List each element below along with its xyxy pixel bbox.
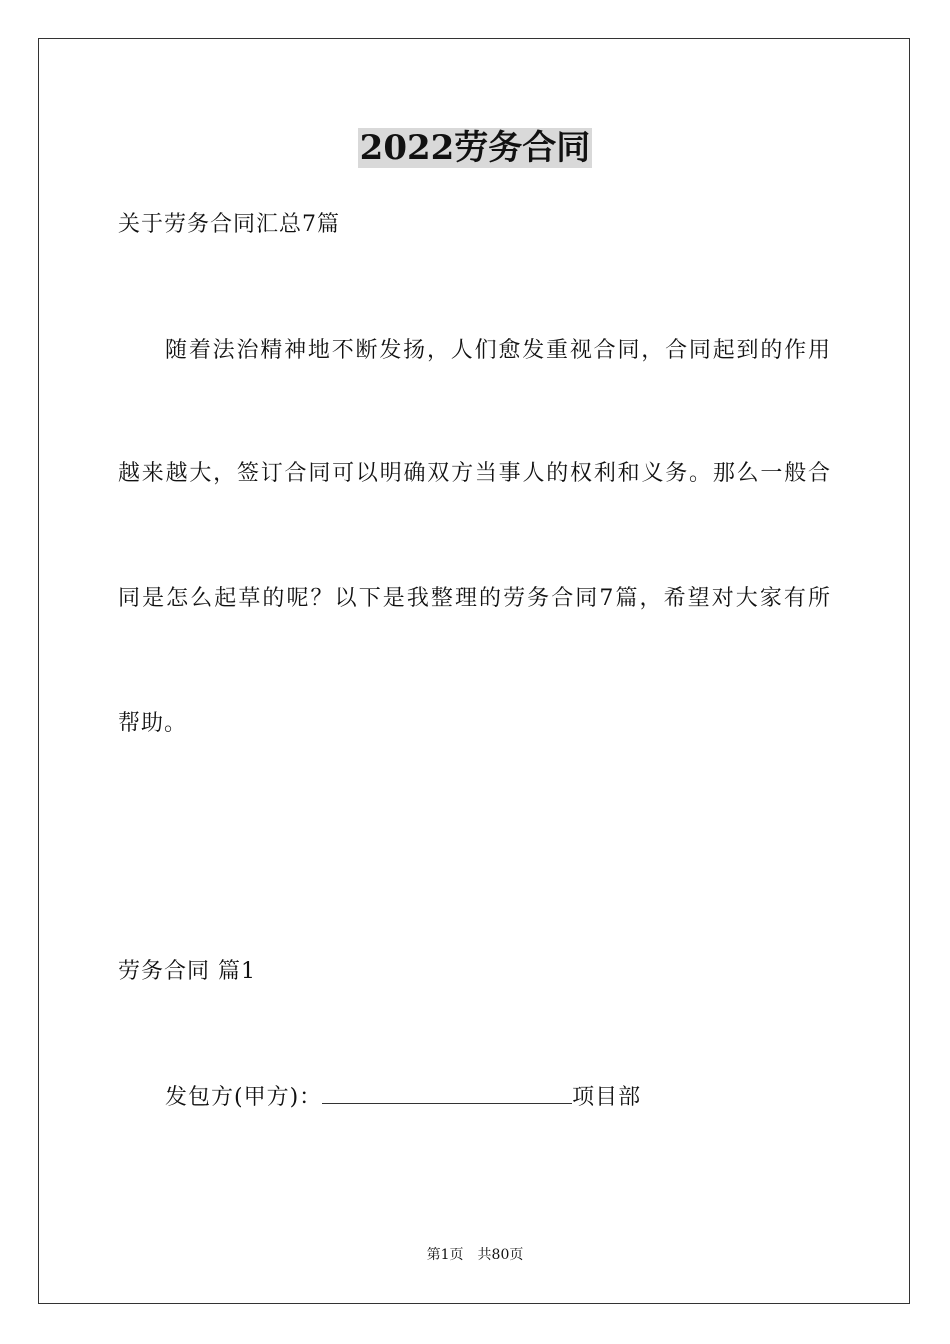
- intro-paragraph-line-3: 同是怎么起草的呢？以下是我整理的劳务合同7篇，希望对大家有所: [118, 586, 830, 611]
- section-heading: 劳务合同 篇1: [118, 959, 256, 984]
- document-title: [0, 128, 950, 168]
- intro-paragraph-line-1: 随着法治精神地不断发扬，人们愈发重视合同，合同起到的作用: [165, 338, 830, 363]
- document-subtitle: 关于劳务合同汇总7篇: [118, 212, 340, 237]
- page-number-current: 第1页: [426, 1247, 464, 1263]
- intro-paragraph-line-4: 帮助。: [118, 711, 188, 736]
- intro-paragraph-line-2: 越来越大，签订合同可以明确双方当事人的权利和义务。那么一般合: [118, 461, 830, 486]
- contract-party-line: [165, 1081, 641, 1113]
- fill-in-blank: [322, 1081, 572, 1104]
- page-footer: [0, 1246, 950, 1264]
- contract-party-suffix: 项目部: [572, 1085, 642, 1110]
- page-number-total: 共80页: [477, 1247, 524, 1263]
- contract-party-label: 发包方(甲方)：: [165, 1085, 323, 1110]
- document-title-text: 2022劳务合同: [359, 128, 591, 168]
